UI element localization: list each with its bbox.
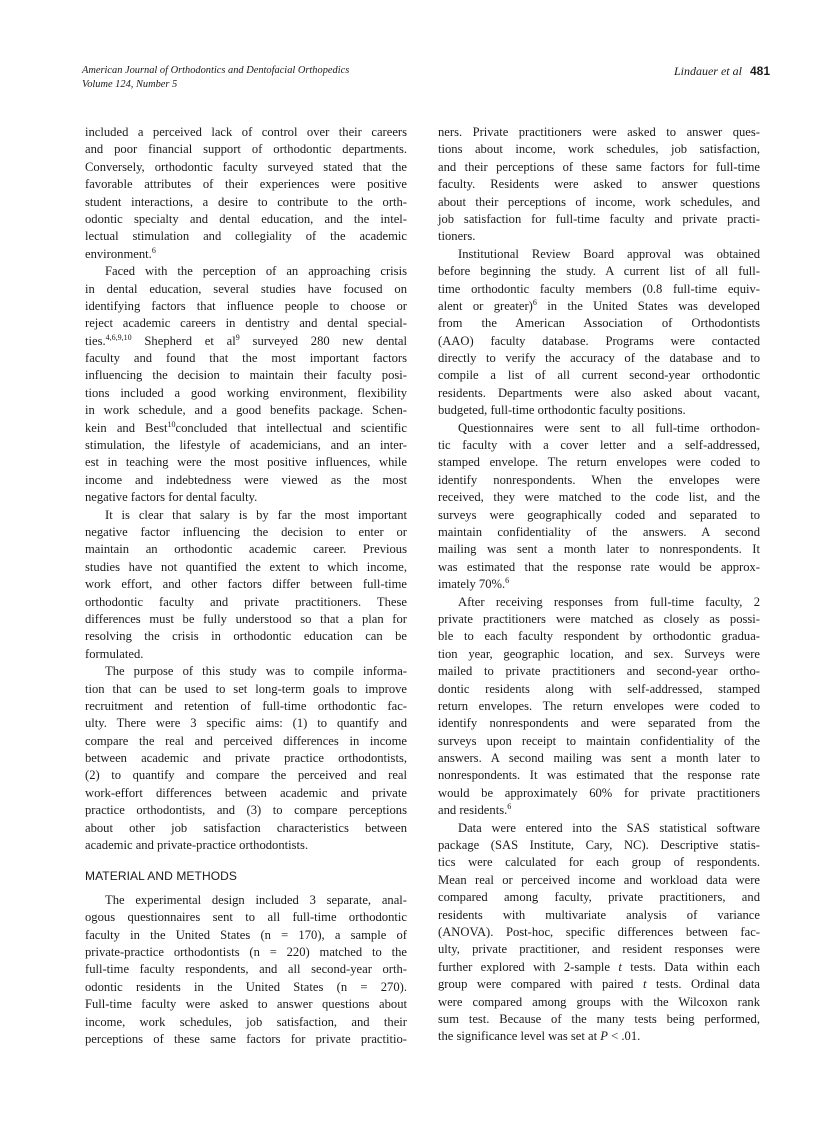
text-line: answers. A second mailing was sent a month later to [438,751,760,766]
text-fragment: the significance level was set at [438,1029,601,1044]
text-line: Institutional Review Board approval was obtained [458,246,760,261]
text-line: tions included a good working environment, flexibility [85,385,407,400]
text-line: practice orthodontists, and (3) to compare perceptions [85,803,407,818]
text-line: surveys were geographically coded and separated to [438,507,760,522]
citation-ref: 6 [505,576,510,586]
text-line: After receiving responses from full-time faculty, 2 [458,594,760,609]
text-line: perceptions of these same factors for private practitio- [85,1031,407,1046]
italic-variable: P [600,1029,608,1044]
text-line: directly to verify the accuracy of the database and to [438,351,760,366]
text-line: private practitioners were matched as closely as possi- [438,611,760,626]
text-line: academic and private-practice orthodontists. [85,838,309,853]
text-fragment: ties. [85,333,106,348]
text-line: and poor financial support of orthodontic departments. [85,142,407,157]
text-line: tion that can be used to set long-term goals to improve [85,681,407,696]
text-fragment: environment. [85,246,152,261]
paragraph [85,263,407,506]
text-line: about their perceptions of income, work schedules, and [438,194,760,209]
text-line: ulty, private practitioner, and resident responses were [438,942,760,957]
text-line: in dental education, several studies have focused on [85,281,407,296]
text-line: The experimental design included 3 separate, anal- [105,892,407,907]
text-line: odontic residents in the United States (n = 270). [85,979,407,994]
text-line: sum test. Because of the many tests being performed, [438,1011,760,1026]
text-line: Faced with the perception of an approaching crisis [105,264,407,279]
text-line: time orthodontic faculty members (0.8 full-time equiv- [438,281,760,296]
text-line: job satisfaction for full-time faculty and private practi- [438,211,760,226]
text-line: reject academic careers in dentistry and dental special- [85,316,407,331]
page-number: 481 [749,64,770,78]
right-column [438,124,760,1046]
text-line: identifying factors that influence people to choose or [85,298,407,313]
text-line: from the American Association of Orthodontists [438,316,760,331]
text-line: tics were calculated for each group of respondents. [438,855,760,870]
paragraph [85,124,407,263]
text-line: It is clear that salary is by far the most important [105,507,407,522]
text-line: Data were entered into the SAS statistical software [458,820,760,835]
text-line: private-practice orthodontists (n = 220) matched to the [85,944,407,959]
text-line: influencing the decision to maintain their faculty posi- [85,368,407,383]
text-line: resolving the crisis in orthodontic education can be [85,629,407,644]
text-line [438,802,760,819]
text-line: lectual stimulation and collegiality of the academic [85,229,407,244]
text-line [438,976,760,993]
text-line: dontic residents along with self-addressed, stamped [438,681,760,696]
text-line: residents with multivariate analysis of variance [438,907,760,922]
text-line: ble to each faculty respondent by orthodontic gradua- [438,629,760,644]
paragraph [438,124,760,246]
text-line: between academic and private practice orthodontists, [85,751,407,766]
text-line: student interactions, a desire to contribute to the orth- [85,194,407,209]
running-authors: Lindauer et al [673,64,742,78]
text-line: full-time faculty respondents, and all second-year orth- [85,962,407,977]
text-fragment: imately 70%. [438,577,506,592]
text-line: compare the real and perceived differences in income [85,733,407,748]
text-line: and their perceptions of these same factors for full-time [438,159,760,174]
paragraph [438,420,760,594]
text-line [438,298,760,315]
text-line: faculty in the United States (n = 170), a sample of [85,927,407,942]
text-line: budgeted, full-time orthodontic faculty positions. [438,403,686,418]
citation-ref: 6 [532,297,537,307]
text-line: (ANOVA). Post-hoc, specific differences between fac- [438,924,760,939]
text-line: studies have not quantified the extent to which income, [85,559,407,574]
text-line: work-effort differences between academic and private [85,785,407,800]
text-fragment: in the United States was developed [536,298,760,313]
paragraph [438,820,760,1046]
text-line: included a perceived lack of control over their careers [85,125,407,139]
text-fragment: tests. Ordinal data [646,977,760,992]
text-line [438,576,760,593]
text-line: were compared among groups with the Wilcoxon rank [438,994,760,1009]
text-fragment: concluded that intellectual and scientific [175,420,407,435]
text-fragment: and residents. [438,803,508,818]
text-line: nonrespondents. It was estimated that the response rate [438,768,760,783]
text-fragment: tests. Data within each [621,959,760,974]
text-fragment: < .01. [607,1029,641,1044]
citation-ref: 10 [167,419,176,429]
text-line: return envelopes. The return envelopes were coded to [438,698,760,713]
text-line: negative factors for dental faculty. [85,490,258,505]
text-line: work effort, and other factors differ between full-time [85,577,407,592]
text-fragment: surveyed 280 new dental [239,333,408,348]
paragraph [85,507,407,664]
paragraph [85,892,407,1049]
section-heading: MATERIAL AND METHODS [85,869,238,884]
text-fragment: kein and Best [85,420,168,435]
text-line: identify nonrespondents and were separated from the [438,716,760,731]
italic-variable: t [618,959,622,974]
citation-ref: 6 [507,802,512,812]
text-line: negative factor influencing the decision to enter or [85,524,407,539]
text-line: odontic specialty and dental education, and the intel- [85,211,407,226]
text-line: about other job satisfaction characteristics between [85,820,407,835]
text-line: before beginning the study. A current list of all full- [438,264,760,279]
citation-ref: 4,6,9,10 [105,332,132,342]
text-line: ogous questionnaires sent to all full-time orthodontic [85,910,407,925]
text-fragment: further explored with 2-sample [438,959,619,974]
text-line: formulated. [85,646,144,661]
text-line: tic faculty with a cover letter and a self-addressed, [438,438,760,453]
text-line: in work schedule, and a good benefits package. Schen- [85,403,407,418]
italic-variable: t [642,977,647,992]
text-line: ulty. There were 3 specific aims: (1) to quantify and [85,716,407,731]
text-fragment: Shepherd et al [131,333,236,348]
paragraph [438,594,760,820]
text-line: identify nonrespondents. When the envelopes were [438,472,760,487]
text-line [85,246,407,263]
text-line: (AAO) faculty database. Programs were contacted [438,333,760,348]
text-line [438,1028,760,1045]
text-line: tioners. [438,229,476,244]
text-line: Full-time faculty were asked to answer questions about [85,997,407,1012]
text-line: stamped envelope. The return envelopes were coded to [438,455,760,470]
left-column [85,124,407,1048]
text-line: Questionnaires were sent to all full-time orthodon- [458,420,760,435]
text-line: package (SAS Institute, Cary, NC). Descriptive statis- [438,838,760,853]
citation-ref: 6 [151,245,156,255]
paragraph [438,246,760,420]
text-line [85,420,407,437]
journal-volume: Volume 124, Number 5 [82,79,178,90]
paragraph [85,663,407,854]
text-line: tion year, geographic location, and sex. Surveys were [438,646,760,661]
text-line: Mean real or perceived income and workload data were [438,872,760,887]
text-line: compile a list of all current second-year orthodontic [438,368,760,383]
text-line: residents. Departments were also asked about vacant, [438,385,760,400]
text-line: mailing was sent a month later to nonrespondents. It [438,542,760,557]
text-line: received, they were matched to the code list, and the [438,490,760,505]
citation-ref: 9 [235,332,240,342]
text-line: was estimated that the response rate would be approx- [438,559,760,574]
text-line: maintain an orthodontic academic career. Previous [85,542,407,557]
text-line: The purpose of this study was to compile informa- [105,664,407,679]
text-line: stimulation, the lifestyle of academicians, and an inter- [85,438,407,453]
text-line: differences must be fully understood so that a plan for [85,611,407,626]
text-line: would be approximately 60% for private practitioners [438,785,760,800]
text-line: favorable attributes of their experiences were positive [85,177,407,192]
text-line: Conversely, orthodontic faculty surveyed stated that the [85,159,407,174]
text-line: (2) to quantify and compare the perceived and real [85,768,407,783]
text-line [438,959,760,976]
journal-title: American Journal of Orthodontics and Dentofacial Orthopedics [82,65,350,76]
text-line: income, work schedules, job satisfaction, and their [85,1014,407,1029]
text-line: compared among faculty, private practitioners, and [438,890,760,905]
text-line: mailed to private practitioners and second-year ortho- [438,664,760,679]
running-head [674,64,770,78]
text-line: faculty and found that the most important factors [85,351,407,366]
text-fragment: group were compared with paired [438,977,643,992]
text-line: income and indebtedness were viewed as the most [85,472,407,487]
text-line: tions about income, work schedules, job satisfaction, [438,142,760,157]
text-line [85,333,407,350]
text-line: surveys upon receipt to maintain confidentiality of the [438,733,760,748]
text-fragment: alent or greater) [438,298,533,313]
text-line: orthodontic faculty and private practitioners. These [85,594,407,609]
text-line: maintain confidentiality of the answers. A second [438,524,760,539]
text-line: faculty. Residents were asked to answer questions [438,177,760,192]
text-line: est in teaching were the most positive influences, while [85,455,407,470]
text-line: ners. Private practitioners were asked to answer ques- [438,125,760,139]
text-line: recruitment and retention of full-time orthodontic fac- [85,698,407,713]
page-header [82,64,770,96]
